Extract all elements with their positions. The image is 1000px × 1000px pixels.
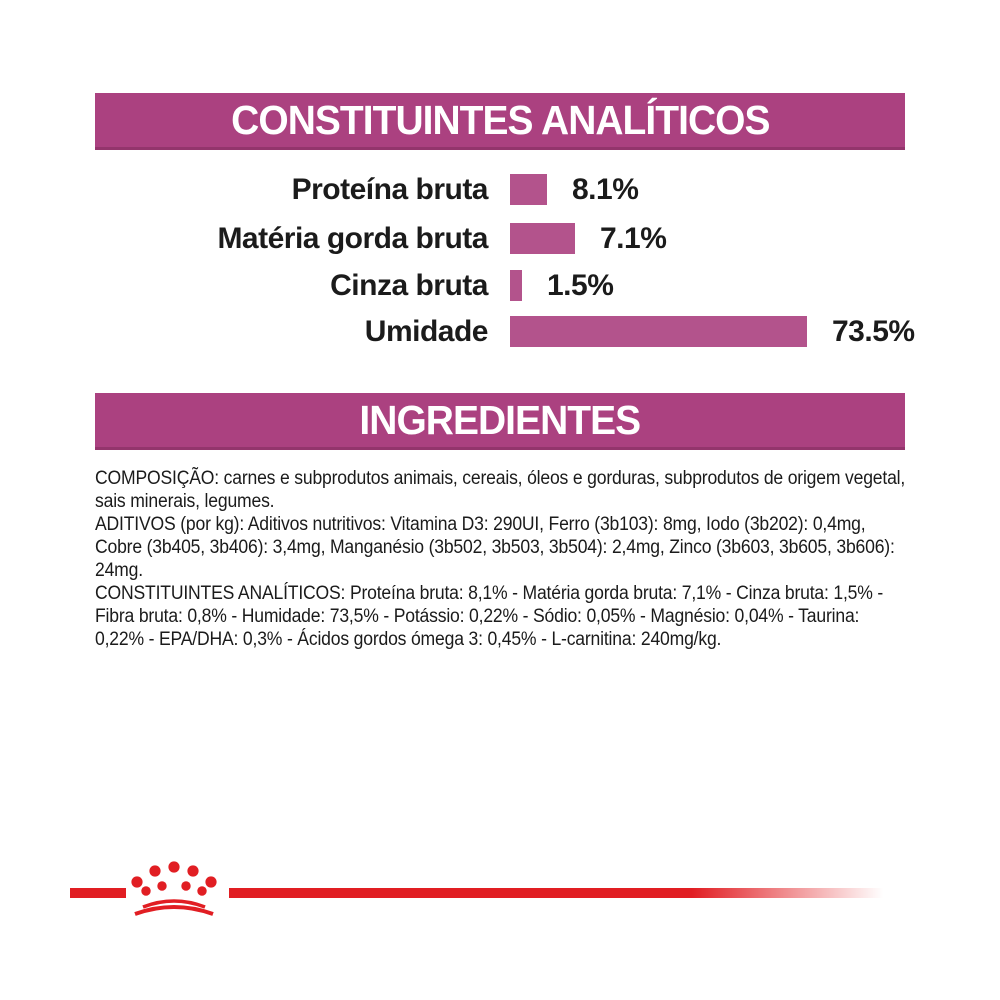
chart-row-protein [0,174,1000,205]
chart-row-fat [0,223,1000,254]
nutrient-bar [510,270,522,301]
nutrient-bar [510,174,547,205]
nutrient-value: 7.1% [600,222,667,255]
nutrient-bar [510,223,575,254]
ingredients-text-block [95,467,913,651]
nutrient-value: 8.1% [572,173,639,206]
chart-row-moisture [0,316,1000,347]
nutrient-value: 73.5% [832,315,915,348]
divider-line-left [70,888,126,898]
analytical-constituents-banner [95,93,905,150]
chart-row-ash [0,270,1000,301]
nutrient-label: Proteína bruta [291,173,488,206]
nutrient-label: Umidade [364,315,488,348]
analytical-constituents-title: CONSTITUINTES ANALÍTICOS [230,96,770,143]
ingredients-banner [95,393,905,450]
nutrient-label: Matéria gorda bruta [217,222,488,255]
ingredients-title: INGREDIENTES [359,396,641,443]
nutrient-value: 1.5% [547,269,614,302]
paragraph-analytical-constituents: CONSTITUINTES ANALÍTICOS: Proteína bruta: 8,1% - Matéria gorda bruta: 7,1% - Cinza bruta: 1,5% - Fibra bruta: 0,8% - Humidade: 73,5% - Potássio: 0,22% - Sódio: 0,05% - Magnésio: 0,04% - Taurina: 0,22% - EPA/DHA: 0,3% - Ácidos gordos ómega 3: 0,45% - L-carnitina: 240mg/kg. [95,583,884,650]
divider-line-right [229,888,890,898]
paragraph-additives: ADITIVOS (por kg): Aditivos nutritivos: Vitamina D3: 290UI, Ferro (3b103): 8mg, Iodo (3b202): 0,4mg, Cobre (3b405, 3b406): 3,4mg, Manganésio (3b502, 3b503, 3b504): 2,4mg, Zinco (3b603, 3b605, 3b606): 24mg. [95,514,895,581]
nutrient-label: Cinza bruta [330,269,488,302]
royal-canin-crown-icon [125,860,223,920]
paragraph-composition: COMPOSIÇÃO: carnes e subprodutos animais, cereais, óleos e gorduras, subprodutos de origem vegetal, sais minerais, legumes. [95,468,906,512]
nutrient-bar [510,316,807,347]
